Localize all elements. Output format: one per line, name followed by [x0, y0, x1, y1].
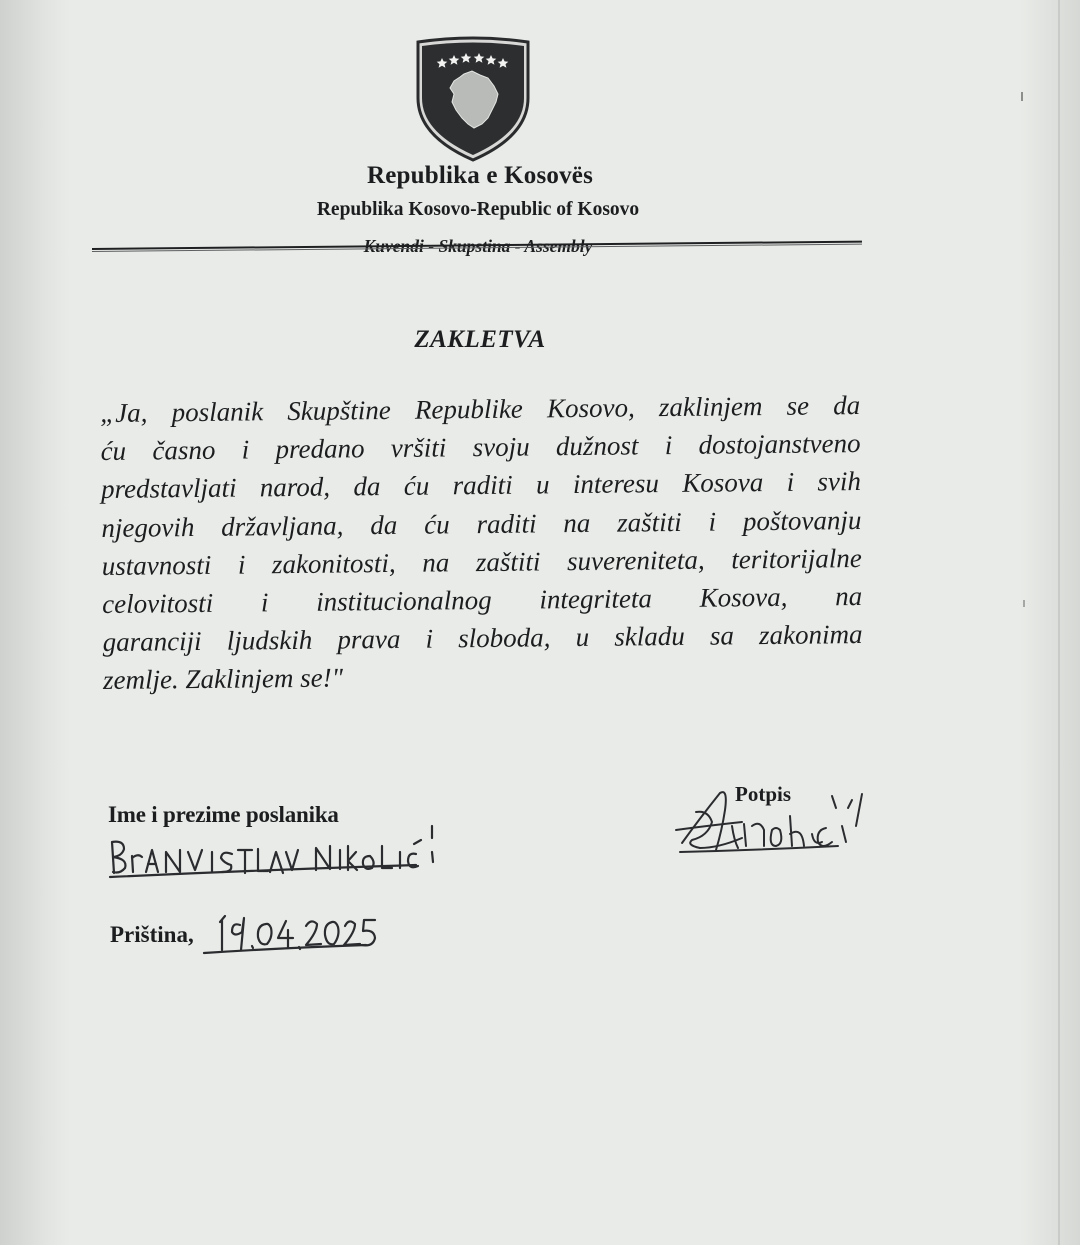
document-title: ZAKLETVA	[414, 326, 546, 353]
oath-line: garanciji ljudskih prava i sloboda, u skladu sa zakonima	[102, 619, 863, 658]
place-label: Priština,	[110, 922, 194, 947]
oath-text	[100, 386, 863, 699]
oath-line: ću časno i predano vršiti svoju dužnost i dostojanstveno	[100, 428, 861, 467]
oath-line: „Ja, poslanik Skupštine Republike Kosovo, zaklinjem se da	[100, 390, 861, 428]
scan-shadow-right	[1020, 0, 1080, 1245]
republic-subtitle: Republika Kosovo-Republic of Kosovo	[316, 199, 640, 220]
scan-page-edge	[1058, 0, 1060, 1245]
oath-line: zemlje. Zaklinjem se!"	[102, 662, 344, 696]
oath-line: predstavljati narod, da ću raditi u interesu Kosova i svih	[100, 466, 862, 505]
scan-speck	[1023, 600, 1025, 607]
oath-line: njegovih državljana, da ću raditi na zaštiti i poštovanju	[101, 504, 862, 543]
oath-line: celovitosti i institucionalnog integriteta Kosova, na	[102, 580, 863, 619]
handwritten-date	[204, 916, 375, 953]
handwritten-name	[110, 826, 433, 877]
republic-title: Republika e Kosovës	[366, 162, 594, 189]
oath-line: ustavnosti i zakonitosti, na zaštiti suvereniteta, teritorijalne	[101, 542, 862, 581]
assembly-name: Kuvendi - Skupstina - Assembly	[363, 236, 593, 256]
member-name-label: Ime i prezime poslanika	[108, 802, 339, 827]
signature-label: Potpis	[735, 782, 792, 806]
kosovo-coat-of-arms-icon	[412, 36, 534, 162]
scan-speck	[1021, 92, 1023, 101]
